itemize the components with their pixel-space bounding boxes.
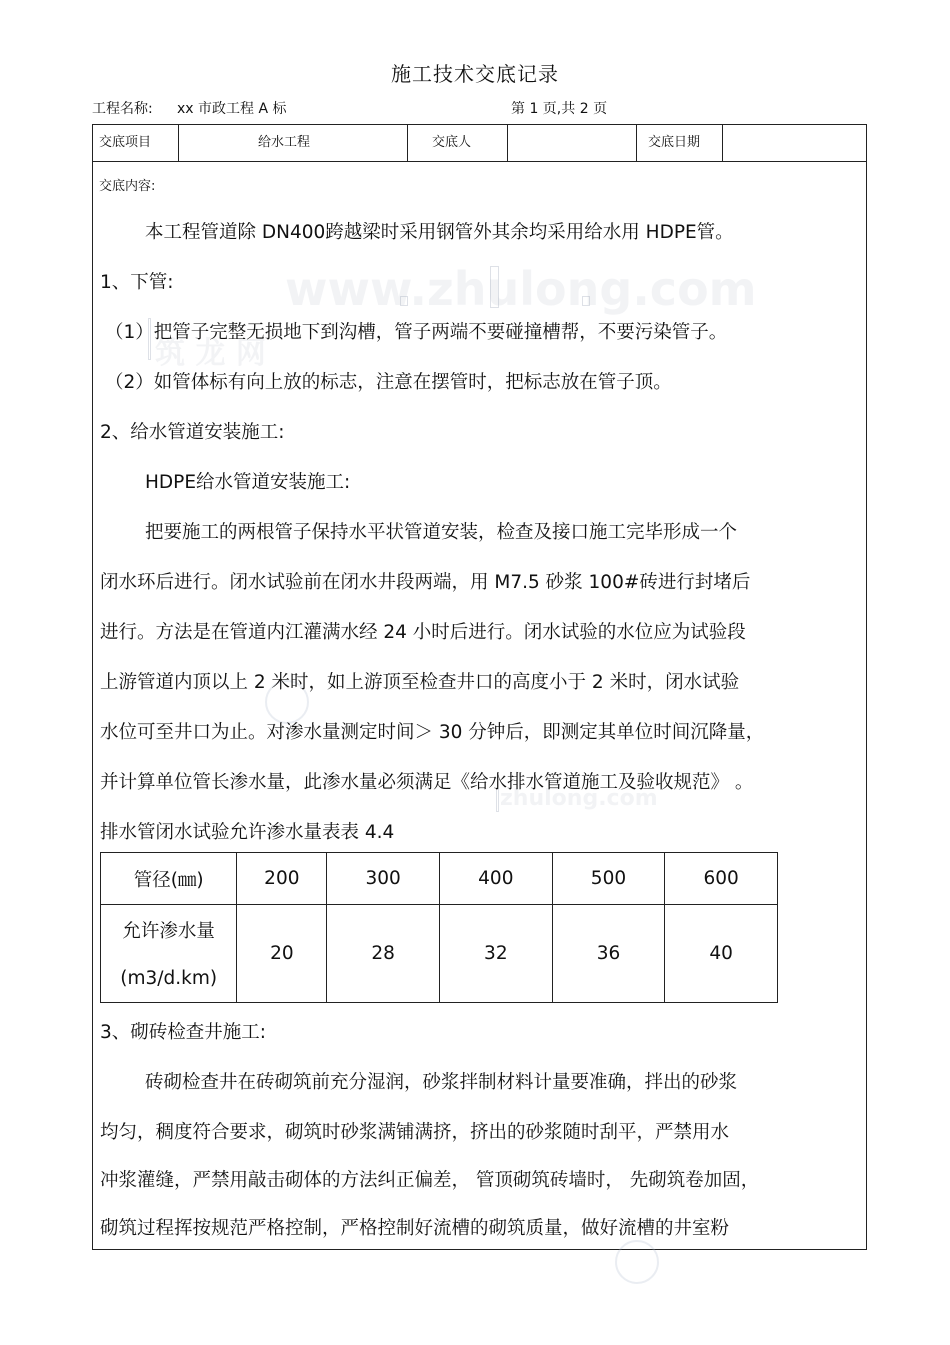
table-cell: 300	[327, 853, 440, 905]
section-3-line: 砌筑过程挥按规范严格控制，严格控制好流槽的砌筑质量，做好流槽的井室粉	[100, 1218, 730, 1239]
section-2-line: 并计算单位管长渗水量，此渗水量必须满足《给水排水管道施工及验收规范》 。	[100, 772, 754, 793]
table-caption: 排水管闭水试验允许渗水量表表 4.4	[100, 822, 395, 843]
table-row	[101, 853, 778, 905]
seepage-table	[100, 852, 778, 1003]
table-header-cell	[101, 905, 237, 1003]
section-2-line: 把要施工的两根管子保持水平状管道安装，检查及接口施工完毕形成一个	[145, 522, 738, 543]
handover-item-label: 交底项目	[99, 135, 152, 150]
watermark-mark	[490, 266, 499, 308]
section-2-line: 水位可至井口为止。对渗水量测定时间＞ 30 分钟后，即测定其单位时间沉降量，	[100, 722, 765, 743]
table-cell: 32	[440, 905, 553, 1003]
section-1-item-1: （1）把管子完整无损地下到沟槽，管子两端不要碰撞槽帮，不要污染管子。	[105, 322, 728, 343]
header-row-divider	[92, 161, 867, 162]
table-cell: 36	[552, 905, 665, 1003]
section-1-title: 1、下管:	[100, 272, 174, 293]
handover-item-value: 给水工程	[258, 135, 311, 150]
section-2-subtitle: HDPE给水管道安装施工:	[145, 472, 351, 493]
header-col-divider	[507, 124, 508, 162]
watermark-text: 筑 龙 网	[155, 336, 266, 371]
watermark-mark	[582, 296, 590, 306]
table-cell: 28	[327, 905, 440, 1003]
table-cell: 600	[665, 853, 778, 905]
table-cell: 20	[237, 905, 327, 1003]
watermark-mark	[400, 296, 408, 306]
section-3-line: 均匀，稠度符合要求，砌筑时砂浆满铺满挤，挤出的砂浆随时刮平，严禁用水	[100, 1122, 730, 1143]
table-header-line: 允许渗水量	[122, 920, 215, 942]
handover-person-label: 交底人	[432, 135, 472, 150]
project-label: 工程名称:	[92, 101, 153, 117]
header-col-divider	[407, 124, 408, 162]
handover-date-label: 交底日期	[648, 135, 701, 150]
section-3-line: 砖砌检查井在砖砌筑前充分湿润，砂浆拌制材料计量要准确，拌出的砂浆	[145, 1072, 738, 1093]
watermark-text: www.zhulong.com	[285, 262, 757, 316]
section-2-title: 2、给水管道安装施工:	[100, 422, 285, 443]
table-header-line: (m3/d.km)	[120, 967, 218, 989]
table-row	[101, 905, 778, 1003]
intro-paragraph: 本工程管道除 DN400跨越梁时采用钢管外其余均采用给水用 HDPE管。	[145, 222, 734, 243]
table-cell: 400	[440, 853, 553, 905]
section-2-line: 闭水环后进行。闭水试验前在闭水井段两端，用 M7.5 砂浆 100#砖进行封堵后	[100, 572, 751, 593]
table-cell: 200	[237, 853, 327, 905]
table-cell: 500	[552, 853, 665, 905]
header-col-divider	[722, 124, 723, 162]
header-col-divider	[636, 124, 637, 162]
section-3-title: 3、砌砖检查井施工:	[100, 1022, 267, 1043]
project-name: xx 市政工程 A 标	[177, 101, 287, 117]
table-cell: 40	[665, 905, 778, 1003]
page-info: 第 1 页,共 2 页	[511, 101, 608, 117]
watermark-text: zhulong.com	[500, 786, 658, 811]
content-label: 交底内容:	[99, 179, 156, 194]
document-title: 施工技术交底记录	[391, 62, 559, 86]
section-2-line: 上游管道内顶以上 2 米时，如上游顶至检查井口的高度小于 2 米时，闭水试验	[100, 672, 740, 693]
section-2-line: 进行。方法是在管道内江灌满水经 24 小时后进行。闭水试验的水位应为试验段	[100, 622, 746, 643]
section-3-line: 冲浆灌缝，严禁用敲击砌体的方法纠正偏差， 管顶砌筑砖墙时， 先砌筑卷加固，	[100, 1170, 760, 1191]
section-1-item-2: （2）如管体标有向上放的标志，注意在摆管时，把标志放在管子顶。	[105, 372, 672, 393]
table-header-cell: 管径(㎜)	[101, 853, 237, 905]
watermark-logo-icon	[615, 1240, 659, 1284]
header-col-divider	[178, 124, 179, 162]
